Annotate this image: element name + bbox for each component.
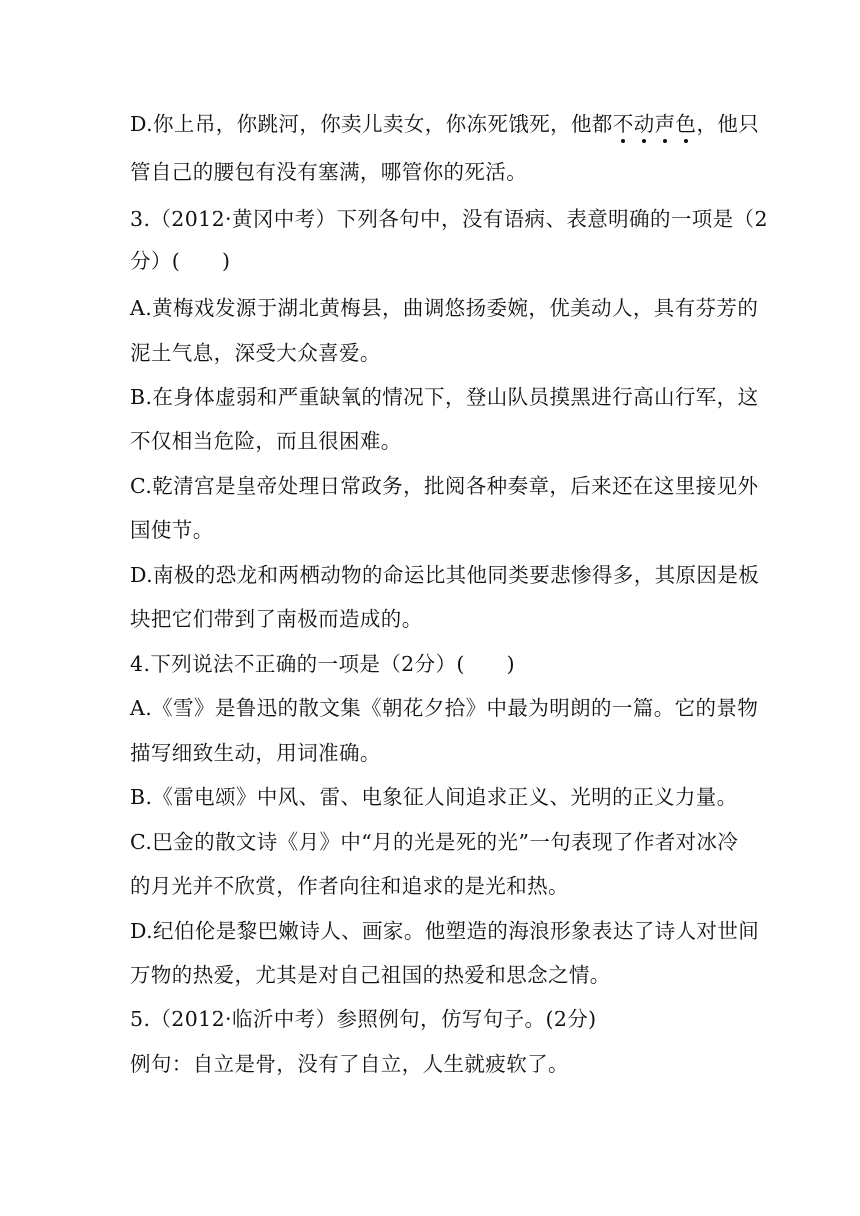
emphasis-dot [663,139,667,143]
q4-option-c-line1: C.巴金的散文诗《月》中“月的光是死的光”一句表现了作者对冰冷 [130,830,739,854]
q3-option-d-line2: 块把它们带到了南极而造成的。 [130,607,423,631]
q2-option-d-text-after: ，他只 [696,112,760,136]
q3-stem-line2: 分）( ) [130,249,231,273]
emphasis-dot [621,139,625,143]
emphasis-dot [642,139,646,143]
q2-option-d-text-before: D.你上吊，你跳河，你卖儿卖女，你冻死饿死，他都 [130,112,613,136]
q3-option-b-line2: 不仅相当危险，而且很困难。 [130,429,402,453]
q4-option-d-line1: D.纪伯伦是黎巴嫩诗人、画家。他塑造的海浪形象表达了诗人对世间 [130,919,760,943]
q3-option-a-line1: A.黄梅戏发源于湖北黄梅县，曲调悠扬委婉，优美动人，具有芬芳的 [130,296,759,320]
q4-stem: 4.下列说法不正确的一项是（2分）( ) [130,652,515,676]
q5-example: 例句：自立是骨，没有了自立，人生就疲软了。 [130,1052,569,1076]
emphasis-char: 声 [655,112,676,136]
q4-option-c-line2: 的月光并不欣赏，作者向往和追求的是光和热。 [130,874,569,898]
q3-option-b-line1: B.在身体虚弱和严重缺氧的情况下，登山队员摸黑进行高山行军，这 [130,385,759,409]
q2-option-d-line2: 管自己的腰包有没有塞满，哪管你的死活。 [130,160,528,184]
q3-option-c-line2: 国使节。 [130,518,214,542]
q3-option-a-line2: 泥土气息，深受大众喜爱。 [130,341,381,365]
q2-option-d-line1 [130,109,759,139]
q4-option-b: B.《雷电颂》中风、雷、电象征人间追求正义、光明的正义力量。 [130,785,738,809]
q3-stem-line1: 3.（2012·黄冈中考）下列各句中，没有语病、表意明确的一项是（2 [130,207,768,231]
q5-stem: 5.（2012·临沂中考）参照例句，仿写句子。(2分) [130,1007,597,1031]
q3-option-c-line1: C.乾清宫是皇帝处理日常政务，批阅各种奏章，后来还在这里接见外 [130,474,759,498]
emphasis-char: 不 [613,112,634,136]
emphasis-char: 动 [634,112,655,136]
emphasis-char: 色 [676,112,697,136]
q4-option-d-line2: 万物的热爱，尤其是对自己祖国的热爱和思念之情。 [130,963,611,987]
q4-option-a-line2: 描写细致生动，用词准确。 [130,741,381,765]
q3-option-d-line1: D.南极的恐龙和两栖动物的命运比其他同类要悲惨得多，其原因是板 [130,563,760,587]
emphasis-dot [684,139,688,143]
q4-option-a-line1: A.《雪》是鲁迅的散文集《朝花夕拾》中最为明朗的一篇。它的景物 [130,696,759,720]
